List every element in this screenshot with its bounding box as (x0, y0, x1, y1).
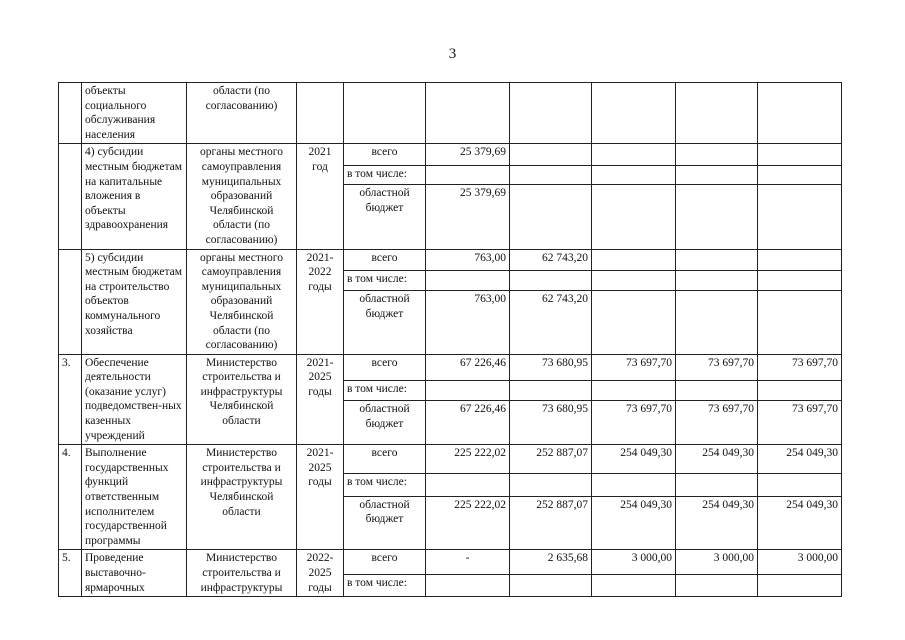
funding-source: всего (344, 144, 426, 165)
responsible-organization: области (по согласованию) (187, 83, 297, 144)
amount-cell: - (426, 550, 510, 575)
amount-cell (510, 474, 592, 496)
funding-source (344, 83, 426, 144)
row-number (59, 144, 82, 249)
amount-cell: 73 697,70 (676, 400, 758, 444)
implementation-period: 2021 год (297, 144, 344, 249)
amount-cell (510, 185, 592, 249)
implementation-period: 2021-2025 годы (297, 445, 344, 550)
table-row (59, 144, 842, 165)
funding-source: в том числе: (344, 380, 426, 400)
amount-cell (758, 380, 842, 400)
amount-cell (676, 185, 758, 249)
funding-source: областной бюджет (344, 400, 426, 444)
amount-cell (676, 144, 758, 165)
amount-cell: 73 697,70 (676, 354, 758, 380)
amount-cell (510, 380, 592, 400)
funding-source: всего (344, 445, 426, 474)
table-row (59, 445, 842, 474)
activity-name: объекты социального обслуживания населения (82, 83, 187, 144)
amount-cell (426, 271, 510, 291)
amount-cell (758, 185, 842, 249)
amount-cell (758, 83, 842, 144)
amount-cell: 73 680,95 (510, 400, 592, 444)
amount-cell: 73 697,70 (758, 354, 842, 380)
amount-cell: 25 379,69 (426, 144, 510, 165)
amount-cell: 2 635,68 (510, 550, 592, 575)
table-row (59, 550, 842, 575)
amount-cell: 763,00 (426, 291, 510, 355)
table-row (59, 83, 842, 144)
responsible-organization: органы местного самоуправления муниципальных образований Челябинской области (по согласованию) (187, 144, 297, 249)
amount-cell (676, 83, 758, 144)
row-number: 5. (59, 550, 82, 597)
table-row (59, 354, 842, 380)
amount-cell (592, 575, 676, 597)
amount-cell (592, 165, 676, 184)
amount-cell (758, 271, 842, 291)
amount-cell (592, 144, 676, 165)
amount-cell: 3 000,00 (758, 550, 842, 575)
amount-cell: 67 226,46 (426, 354, 510, 380)
amount-cell (676, 165, 758, 184)
amount-cell: 3 000,00 (592, 550, 676, 575)
activity-name: Выполнение государственных функций ответственным исполнителем государственной программы (82, 445, 187, 550)
amount-cell (758, 144, 842, 165)
activity-name: 5) субсидии местным бюджетам на строительство объектов коммунального хозяйства (82, 249, 187, 354)
amount-cell (676, 271, 758, 291)
amount-cell (676, 380, 758, 400)
amount-cell: 254 049,30 (676, 445, 758, 474)
row-number: 4. (59, 445, 82, 550)
funding-source: областной бюджет (344, 185, 426, 249)
activity-name: 4) субсидии местным бюджетам на капитальные вложения в объекты здравоохранения (82, 144, 187, 249)
amount-cell: 73 680,95 (510, 354, 592, 380)
row-number: 3. (59, 354, 82, 445)
row-number (59, 249, 82, 354)
amount-cell (758, 575, 842, 597)
amount-cell (592, 83, 676, 144)
funding-source: в том числе: (344, 271, 426, 291)
amount-cell: 254 049,30 (592, 496, 676, 550)
amount-cell (510, 144, 592, 165)
amount-cell (592, 291, 676, 355)
amount-cell (592, 271, 676, 291)
amount-cell: 25 379,69 (426, 185, 510, 249)
amount-cell: 225 222,02 (426, 445, 510, 474)
budget-table (58, 82, 842, 597)
funding-source: в том числе: (344, 165, 426, 184)
amount-cell: 763,00 (426, 249, 510, 271)
amount-cell (592, 185, 676, 249)
funding-source: областной бюджет (344, 291, 426, 355)
funding-source: всего (344, 550, 426, 575)
amount-cell (510, 83, 592, 144)
amount-cell: 73 697,70 (758, 400, 842, 444)
amount-cell: 252 887,07 (510, 496, 592, 550)
responsible-organization: Министерство строительства и инфраструктуры Челябинской области (187, 445, 297, 550)
activity-name: Проведение выставочно-ярмарочных (82, 550, 187, 597)
implementation-period (297, 83, 344, 144)
amount-cell (676, 575, 758, 597)
amount-cell (676, 474, 758, 496)
amount-cell: 254 049,30 (758, 496, 842, 550)
amount-cell: 67 226,46 (426, 400, 510, 444)
amount-cell (676, 291, 758, 355)
amount-cell (426, 474, 510, 496)
amount-cell (510, 575, 592, 597)
implementation-period: 2021-2025 годы (297, 354, 344, 445)
amount-cell (510, 165, 592, 184)
amount-cell: 62 743,20 (510, 249, 592, 271)
amount-cell: 254 049,30 (758, 445, 842, 474)
amount-cell (592, 474, 676, 496)
funding-source: в том числе: (344, 474, 426, 496)
responsible-organization: Министерство строительства и инфраструктуры Челябинской области (187, 354, 297, 445)
amount-cell (426, 83, 510, 144)
activity-name: Обеспечение деятельности (оказание услуг) подведомствен-ных казенных учреждений (82, 354, 187, 445)
amount-cell (510, 271, 592, 291)
implementation-period: 2021-2022 годы (297, 249, 344, 354)
funding-source: всего (344, 354, 426, 380)
page-number: 3 (448, 46, 457, 62)
amount-cell: 73 697,70 (592, 400, 676, 444)
implementation-period: 2022-2025 годы (297, 550, 344, 597)
row-number (59, 83, 82, 144)
amount-cell (758, 291, 842, 355)
responsible-organization: Министерство строительства и инфраструктуры (187, 550, 297, 597)
funding-source: областной бюджет (344, 496, 426, 550)
amount-cell (592, 380, 676, 400)
amount-cell: 225 222,02 (426, 496, 510, 550)
amount-cell: 3 000,00 (676, 550, 758, 575)
amount-cell (426, 575, 510, 597)
funding-source: в том числе: (344, 575, 426, 597)
amount-cell (676, 249, 758, 271)
amount-cell: 252 887,07 (510, 445, 592, 474)
amount-cell (426, 165, 510, 184)
responsible-organization: органы местного самоуправления муниципальных образований Челябинской области (по согласованию) (187, 249, 297, 354)
amount-cell (758, 249, 842, 271)
amount-cell: 254 049,30 (676, 496, 758, 550)
amount-cell: 62 743,20 (510, 291, 592, 355)
amount-cell (592, 249, 676, 271)
funding-source: всего (344, 249, 426, 271)
amount-cell (758, 474, 842, 496)
amount-cell: 254 049,30 (592, 445, 676, 474)
table-row (59, 249, 842, 271)
amount-cell (758, 165, 842, 184)
amount-cell: 73 697,70 (592, 354, 676, 380)
amount-cell (426, 380, 510, 400)
